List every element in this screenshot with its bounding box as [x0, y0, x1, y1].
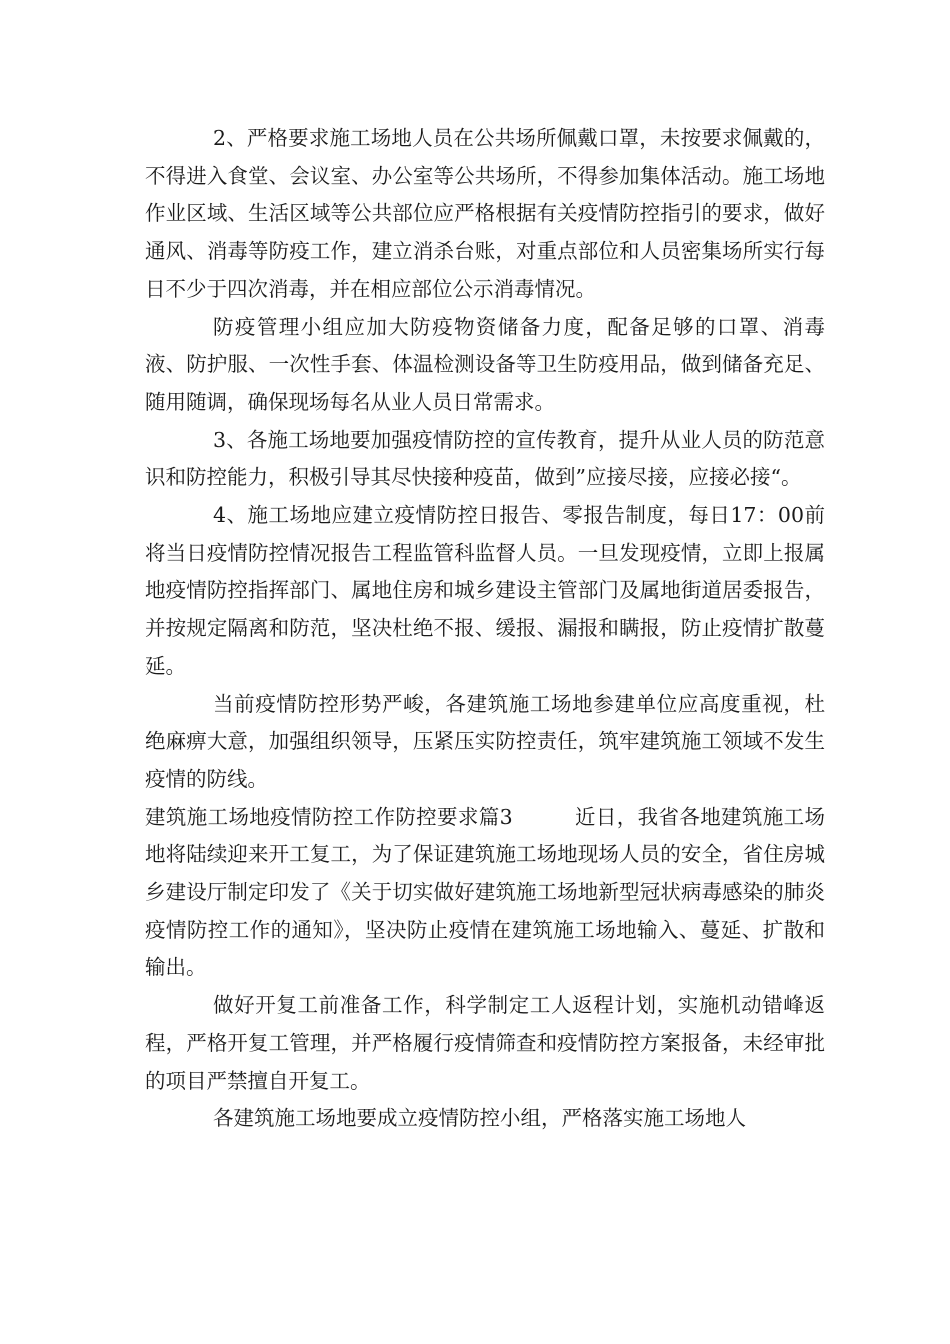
- paragraph-disinfection: 2、严格要求施工场地人员在公共场所佩戴口罩，未按要求佩戴的，不得进入食堂、会议室、办公室等公共场所，不得参加集体活动。施工场地作业区域、生活区域等公共部位应严格根据有关疫情防控指引的要求，做好通风、消毒等防疫工作，建立消杀台账，对重点部位和人员密集场所实行每日不少于四次消毒，并在相应部位公示消毒情况。: [145, 126, 825, 301]
- paragraph-preparation: 做好开复工前准备工作，科学制定工人返程计划，实施机动错峰返程，严格开复工管理，并严格履行疫情筛查和疫情防控方案报备，未经审批的项目严禁擅自开复工。: [145, 993, 825, 1093]
- paragraph-group: 各建筑施工场地要成立疫情防控小组，严格落实施工场地人: [213, 1106, 746, 1131]
- section-3-paragraph: [145, 799, 825, 988]
- section-3-lead: 近日，我省各地建筑施工场地将陆续迎来开工复工，为了保证建筑施工场地现场人员的安全，省住房城乡建设厅制定印发了《关于切实做好建筑施工场地新型冠状病毒感染的肺炎疫情防控工作的通知》，坚决防止疫情在建筑施工场地输入、蔓延、扩散和输出。: [145, 804, 825, 980]
- paragraph-reporting: 4、施工场地应建立疫情防控日报告、零报告制度，每日17：00前将当日疫情防控情况报告工程监管科监督人员。一旦发现疫情，立即上报属地疫情防控指挥部门、属地住房和城乡建设主管部门及属地街道居委报告，并按规定隔离和防范，坚决杜绝不报、缓报、漏报和瞒报，防止疫情扩散蔓延。: [145, 503, 825, 678]
- paragraph-supplies: 防疫管理小组应加大防疫物资储备力度，配备足够的口罩、消毒液、防护服、一次性手套、体温检测设备等卫生防疫用品，做到储备充足、随用随调，确保现场每名从业人员日常需求。: [145, 314, 825, 414]
- paragraph-publicity: 3、各施工场地要加强疫情防控的宣传教育，提升从业人员的防范意识和防控能力，积极引导其尽快接种疫苗，做到”应接尽接，应接必接“。: [145, 427, 825, 490]
- paragraph-situation: 当前疫情防控形势严峻，各建筑施工场地参建单位应高度重视，杜绝麻痹大意，加强组织领导，压紧压实防控责任，筑牢建筑施工领域不发生疫情的防线。: [145, 691, 825, 791]
- section-3-heading: 建筑施工场地疫情防控工作防控要求篇3: [145, 804, 513, 829]
- document-body: [145, 120, 825, 1138]
